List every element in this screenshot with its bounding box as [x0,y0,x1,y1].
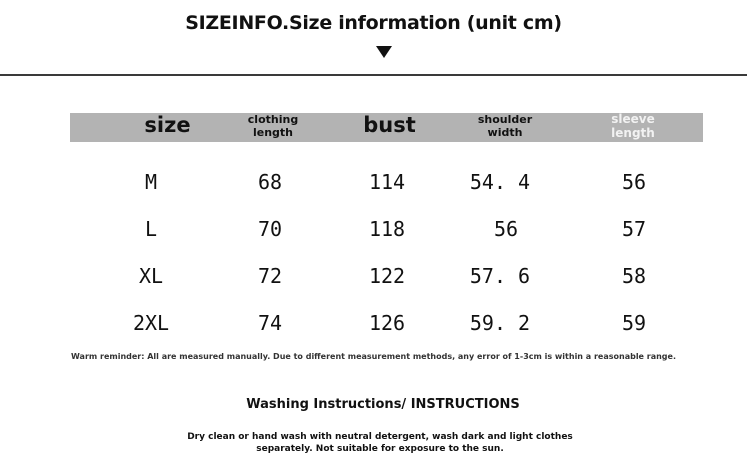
table-row [0,264,747,294]
cell-shoulder-width: 54. 4 [469,170,531,194]
cell-size: XL [138,264,164,288]
header-shoulder-width-line2: width [487,125,523,139]
table-row [0,217,747,247]
divider [0,74,747,76]
cell-shoulder-width: 57. 6 [469,264,531,288]
header-size: size [144,113,191,137]
table-row [0,170,747,200]
cell-size: L [144,217,158,241]
cell-bust: 126 [368,311,406,335]
cell-sleeve-length: 57 [621,217,647,241]
header-sleeve-length [588,113,678,141]
page-title: SIZEINFO.Size information (unit cm) [185,12,562,34]
cell-shoulder-width: 59. 2 [469,311,531,335]
cell-bust: 118 [368,217,406,241]
washing-text: Dry clean or hand wash with neutral detergent, wash dark and light clothes separately. Not suitable for exposure to the sun. [187,432,573,454]
header-shoulder-width [460,114,550,139]
cell-shoulder-width: 56 [493,217,519,241]
header-sleeve-length-line1: sleeve [611,112,655,126]
cell-bust: 122 [368,264,406,288]
washing-title: Washing Instructions/ INSTRUCTIONS [246,397,520,412]
header-shoulder-width-line1: shoulder [477,113,533,126]
cell-bust: 114 [368,170,406,194]
cell-size: 2XL [132,311,170,335]
cell-sleeve-length: 59 [621,311,647,335]
cell-clothing-length: 74 [257,311,283,335]
header-bust: bust [363,113,416,137]
triangle-down-icon [376,46,392,58]
table-row [0,311,747,341]
cell-clothing-length: 70 [257,217,283,241]
cell-size: M [144,170,158,194]
cell-clothing-length: 72 [257,264,283,288]
cell-sleeve-length: 56 [621,170,647,194]
warm-reminder: Warm reminder: All are measured manually. Due to different measurement methods, any error of 1-3cm is within a reasonable range. [71,352,676,361]
cell-clothing-length: 68 [257,170,283,194]
header-clothing-length-line1: clothing [247,113,299,126]
header-clothing-length [228,114,318,139]
header-clothing-length-line2: length [252,125,294,139]
cell-sleeve-length: 58 [621,264,647,288]
header-sleeve-length-line2: length [611,125,655,140]
